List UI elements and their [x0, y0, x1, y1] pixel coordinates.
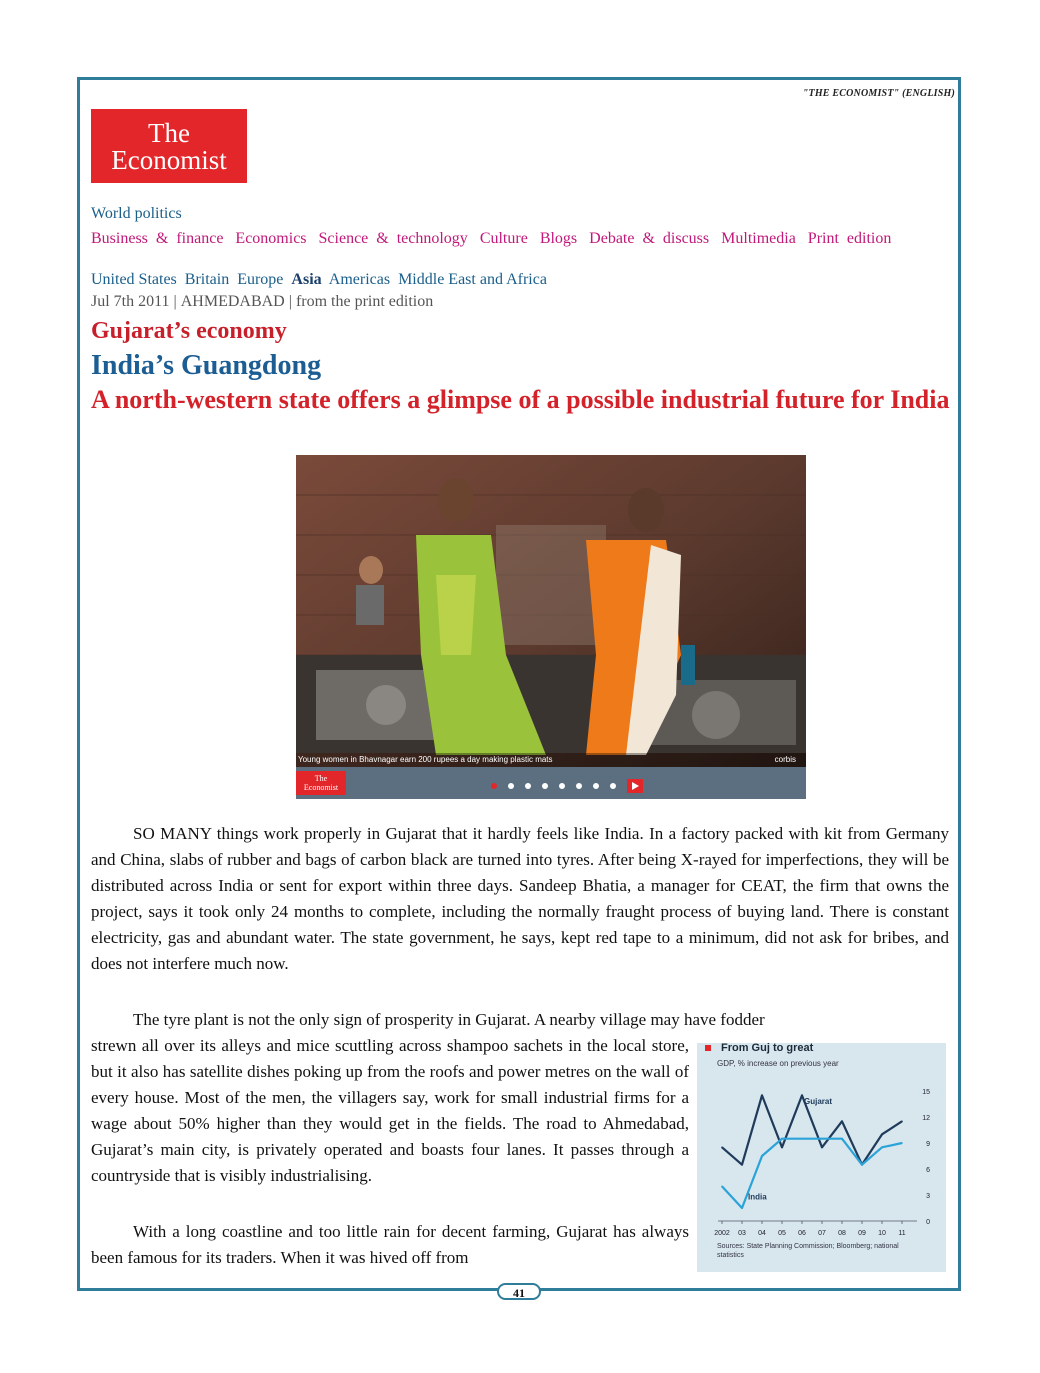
article-body-p2-start: [91, 1007, 949, 1033]
nav-region-britain[interactable]: Britain: [184, 271, 230, 288]
nav-link-debate[interactable]: Debate & discuss: [589, 230, 710, 247]
mini-logo-line-1: The: [314, 774, 328, 783]
data-point-india: [861, 1164, 863, 1166]
article-body-p3: [91, 1219, 689, 1271]
data-point-gujarat: [781, 1147, 783, 1149]
nav-region-asia[interactable]: Asia: [291, 271, 322, 288]
article-body-p2-cont: [91, 1033, 689, 1189]
chart-subtitle: GDP, % increase on previous year: [717, 1059, 839, 1068]
data-point-india: [741, 1207, 743, 1209]
data-point-gujarat: [721, 1147, 723, 1149]
data-point-gujarat: [821, 1147, 823, 1149]
x-tick-label: 07: [818, 1230, 826, 1237]
data-point-gujarat: [841, 1121, 843, 1123]
data-point-india: [761, 1155, 763, 1157]
section-nav: [91, 228, 948, 249]
photo-credit: corbis: [774, 755, 796, 764]
x-tick-label: 06: [798, 1230, 806, 1237]
data-point-india: [781, 1138, 783, 1140]
nav-region-europe[interactable]: Europe: [237, 271, 284, 288]
x-tick-label: 04: [758, 1230, 766, 1237]
data-point-india: [821, 1138, 823, 1140]
y-tick-label: 3: [926, 1193, 930, 1200]
logo-line-1: The: [148, 118, 190, 148]
chart-title: From Guj to great: [721, 1042, 814, 1054]
article-rubric: Gujarat’s economy: [91, 318, 287, 344]
slide-dot-6[interactable]: [576, 783, 582, 789]
chart-source: Sources: State Planning Commission; Bloomberg; national statistics: [717, 1243, 899, 1259]
y-tick-label: 6: [926, 1167, 930, 1174]
economist-mini-logo: [296, 771, 346, 795]
slide-dot-2[interactable]: [508, 783, 514, 789]
mini-logo-line-2: Economist: [303, 783, 339, 792]
photo-caption: Young women in Bhavnagar earn 200 rupees a day making plastic mats: [298, 755, 553, 764]
slide-dot-4[interactable]: [542, 783, 548, 789]
article-place: AHMEDABAD: [180, 293, 285, 310]
nav-world-politics[interactable]: World politics: [91, 205, 182, 222]
print-edition-link[interactable]: from the print edition: [295, 293, 434, 310]
nav-link-print-edition[interactable]: Print edition: [807, 230, 892, 247]
data-point-india: [801, 1138, 803, 1140]
gdp-chart: [697, 1043, 946, 1272]
x-tick-label: 08: [838, 1230, 846, 1237]
data-point-gujarat: [881, 1134, 883, 1136]
slide-dot-5[interactable]: [559, 783, 565, 789]
y-tick-label: 15: [922, 1089, 930, 1096]
photo-slideshow[interactable]: [296, 455, 806, 799]
dateline: Jul 7th 2011 | AHMEDABAD | from the print edition: [91, 293, 434, 310]
logo-line-2: Economist: [111, 145, 227, 175]
slide-dot-7[interactable]: [593, 783, 599, 789]
page-number: 41: [497, 1283, 541, 1300]
data-point-india: [721, 1186, 723, 1188]
data-point-india: [881, 1147, 883, 1149]
paragraph-3: With a long coastline and too little rain for decent farming, Gujarat has always been famous for its traders. When it was hived off from: [91, 1222, 689, 1267]
play-icon[interactable]: [627, 779, 643, 793]
chart-plot: [697, 1043, 946, 1243]
region-nav: [91, 271, 551, 289]
x-tick-label: 03: [738, 1230, 746, 1237]
article-date: Jul 7th 2011: [91, 293, 170, 310]
slide-dot-1[interactable]: [491, 783, 497, 789]
data-point-india: [901, 1142, 903, 1144]
x-tick-label: 09: [858, 1230, 866, 1237]
article-standfirst: A north-western state offers a glimpse of a possible industrial future for India: [91, 385, 950, 414]
data-point-gujarat: [741, 1164, 743, 1166]
x-tick-label: 11: [898, 1230, 906, 1237]
y-tick-label: 0: [926, 1219, 930, 1226]
article-body-p1: [91, 821, 949, 977]
data-point-gujarat: [801, 1095, 803, 1097]
x-tick-label: 2002: [714, 1230, 730, 1237]
paragraph-2-start: The tyre plant is not the only sign of prosperity in Gujarat. A nearby village may have fodder: [133, 1010, 765, 1029]
source-label: "THE ECONOMIST" (ENGLISH): [802, 88, 955, 99]
nav-link-multimedia[interactable]: Multimedia: [721, 230, 796, 247]
slide-dots: [491, 777, 643, 791]
nav-region-mideast-africa[interactable]: Middle East and Africa: [398, 271, 547, 288]
x-tick-label: 10: [878, 1230, 886, 1237]
nav-region-us[interactable]: United States: [91, 271, 177, 288]
data-point-gujarat: [901, 1121, 903, 1123]
y-tick-label: 9: [926, 1141, 930, 1148]
nav-link-economics[interactable]: Economics: [235, 230, 307, 247]
data-point-india: [841, 1138, 843, 1140]
y-tick-label: 12: [922, 1115, 930, 1122]
slide-dot-3[interactable]: [525, 783, 531, 789]
nav-region-americas[interactable]: Americas: [328, 271, 391, 288]
nav-link-business[interactable]: Business & finance: [91, 230, 224, 247]
economist-logo[interactable]: [91, 109, 247, 183]
x-tick-label: 05: [778, 1230, 786, 1237]
nav-link-culture[interactable]: Culture: [479, 230, 528, 247]
data-point-gujarat: [761, 1095, 763, 1097]
article-headline: India’s Guangdong: [91, 350, 322, 381]
series-label-gujarat: Gujarat: [804, 1097, 833, 1106]
photo-caption-bar: [296, 753, 806, 767]
factory-photo: [296, 455, 806, 799]
nav-link-science[interactable]: Science & technology: [318, 230, 468, 247]
nav-link-blogs[interactable]: Blogs: [539, 230, 578, 247]
paragraph-2-cont: strewn all over its alleys and mice scuttling across shampoo sachets in the local store, but it also has satellite dishes poking up from the roofs and power metres on the wall of every house. Most of the men, the villagers say, work for small industrial firms for a wage about 50% higher than they would get in the fields. The road to Ahmedabad, Gujarat’s main city, is privately operated and boasts four lanes. It passes through a countryside that is visibly industrialising.: [91, 1036, 689, 1185]
slide-dot-8[interactable]: [610, 783, 616, 789]
series-label-india: India: [748, 1192, 767, 1202]
paragraph-1: SO MANY things work properly in Gujarat that it hardly feels like India. In a factory packed with kit from Germany and China, slabs of rubber and bags of carbon black are turned into tyres. After being X-rayed for imperfections, they will be distributed across India or sent for export within three days. Sandeep Bhatia, a manager for CEAT, the firm that owns the project, says it took only 24 months to complete, including the normally fraught process of buying land. There is constant electricity, gas and abundant water. The state government, he says, kept red tape to a minimum, did not ask for bribes, and does not interfere much now.: [91, 824, 949, 973]
